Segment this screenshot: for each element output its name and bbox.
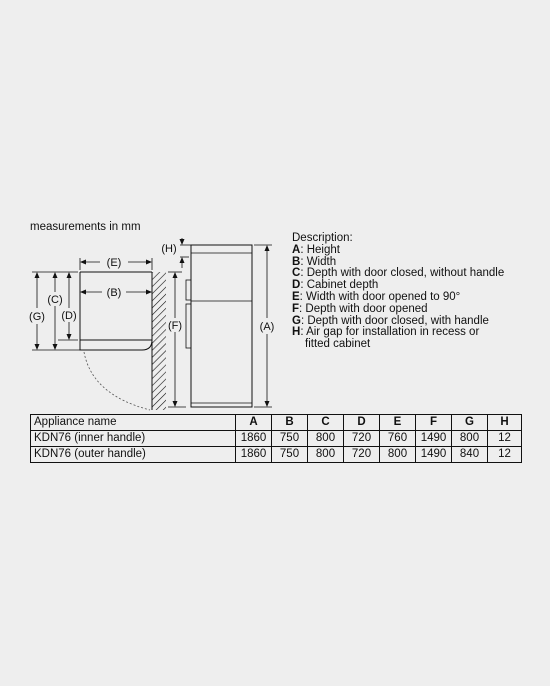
cell-f: 1490	[416, 431, 452, 447]
header-g: G	[452, 415, 488, 431]
freezer-handle	[186, 280, 191, 300]
fridge-top-view	[80, 272, 152, 350]
cell-appliance-name: KDN76 (inner handle)	[31, 431, 236, 447]
cell-c: 800	[308, 447, 344, 463]
header-e: E	[380, 415, 416, 431]
description-item-g: G: Depth with door closed, with handle	[292, 314, 489, 327]
dimension-c	[53, 272, 58, 350]
header-f: F	[416, 415, 452, 431]
cell-g: 800	[452, 431, 488, 447]
cell-a: 1860	[236, 447, 272, 463]
table-header-row	[31, 415, 522, 431]
table-row	[31, 447, 522, 463]
description-item-h-continuation: fitted cabinet	[305, 338, 371, 351]
header-h: H	[488, 415, 522, 431]
header-c: C	[308, 415, 344, 431]
label-g: (G)	[29, 311, 45, 323]
cell-c: 800	[308, 431, 344, 447]
label-e: (E)	[106, 257, 122, 269]
header-a: A	[236, 415, 272, 431]
label-c: (C)	[47, 294, 63, 306]
label-d: (D)	[61, 310, 77, 322]
description-item-f: F: Depth with door opened	[292, 302, 428, 315]
door-swing-arc	[84, 352, 150, 410]
description-heading: Description:	[292, 232, 353, 244]
table-row	[31, 431, 522, 447]
cell-e: 800	[380, 447, 416, 463]
cell-a: 1860	[236, 431, 272, 447]
description-item-d: D: Cabinet depth	[292, 279, 379, 292]
fridge-side-view	[186, 245, 252, 407]
header-d: D	[344, 415, 380, 431]
dimension-d	[67, 272, 72, 340]
description-item-b: B: Width	[292, 255, 337, 268]
description-list	[292, 233, 522, 351]
measurements-title: measurements in mm	[30, 221, 141, 233]
description-item-h: H: Air gap for installation in recess or	[292, 326, 480, 339]
cell-f: 1490	[416, 447, 452, 463]
cell-appliance-name: KDN76 (outer handle)	[31, 447, 236, 463]
cell-g: 840	[452, 447, 488, 463]
dimensions-table	[30, 414, 522, 463]
header-appliance-name: Appliance name	[31, 415, 236, 431]
dimension-f	[168, 272, 186, 407]
cell-d: 720	[344, 431, 380, 447]
wall-top-view	[152, 272, 166, 410]
header-b: B	[272, 415, 308, 431]
label-a: (A)	[259, 321, 275, 333]
cell-h: 12	[488, 447, 522, 463]
label-h: (H)	[161, 243, 177, 255]
label-b: (B)	[106, 287, 122, 299]
dimension-h	[180, 238, 192, 268]
cell-b: 750	[272, 447, 308, 463]
description-item-e: E: Width with door opened to 90°	[292, 290, 461, 303]
cell-b: 750	[272, 431, 308, 447]
description-item-a: A: Height	[292, 243, 340, 256]
cell-d: 720	[344, 447, 380, 463]
cell-h: 12	[488, 431, 522, 447]
description-item-c: C: Depth with door closed, without handle	[292, 267, 505, 280]
fridge-handle	[186, 304, 191, 348]
label-f: (F)	[167, 320, 183, 332]
cell-e: 760	[380, 431, 416, 447]
